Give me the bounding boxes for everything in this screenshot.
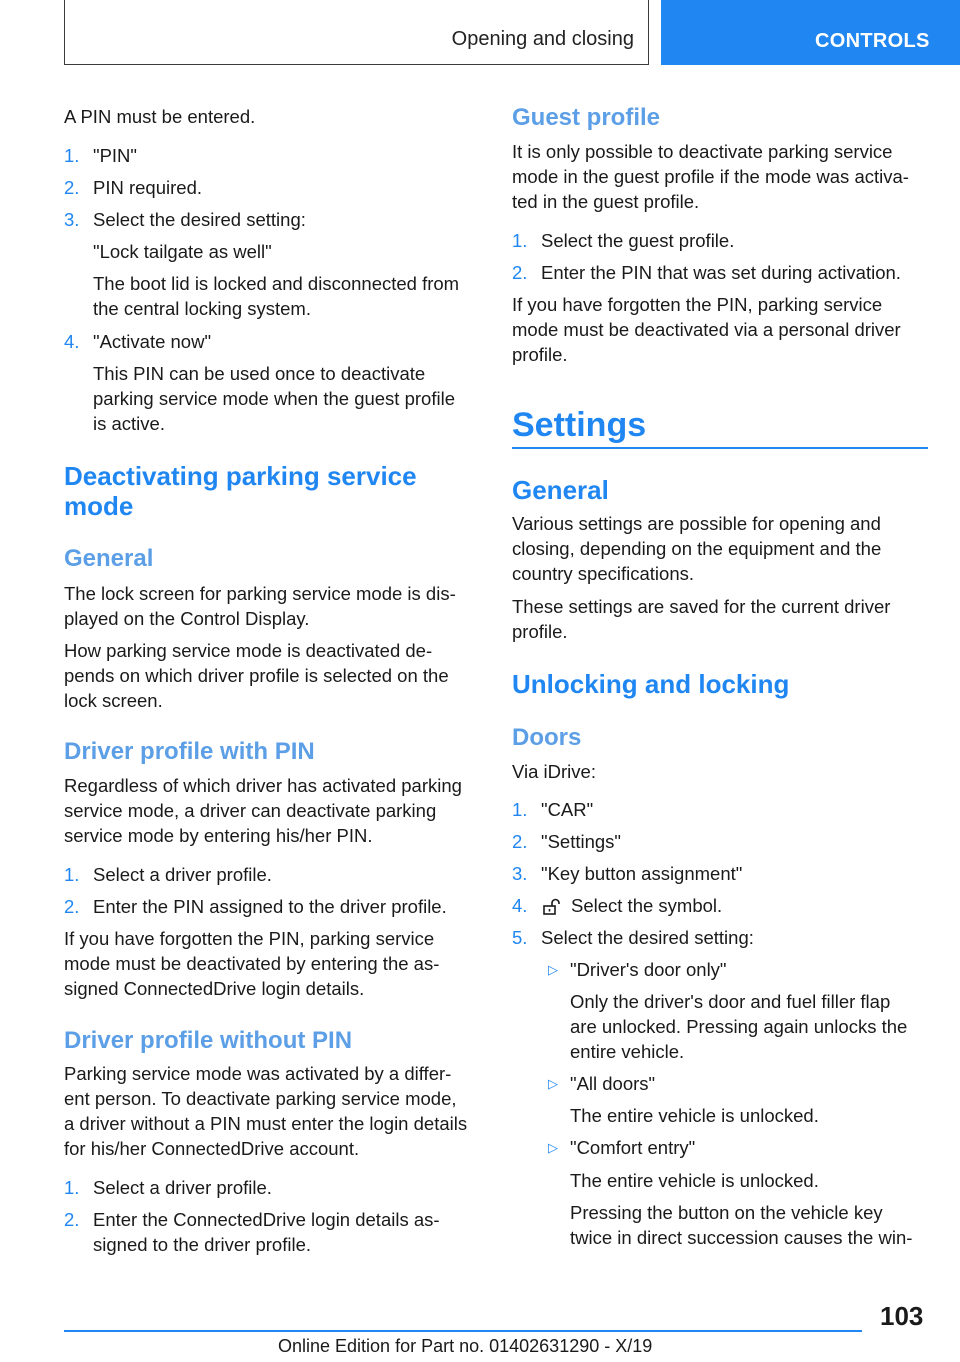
heading-general: General	[512, 475, 609, 505]
list-subtext: the central locking system.	[93, 298, 311, 319]
list-number: 2.	[64, 1209, 80, 1230]
paragraph: The lock screen for parking service mode is dis-	[64, 583, 456, 604]
list-number: 1.	[512, 230, 528, 251]
paragraph: a driver without a PIN must enter the login details	[64, 1113, 468, 1134]
bullet-triangle-icon: ▷	[548, 1076, 558, 1091]
bullet-subtext: Pressing the button on the vehicle key	[570, 1202, 883, 1223]
list-number: 3.	[512, 863, 528, 884]
list-item: Select the symbol.	[571, 895, 723, 916]
paragraph: Parking service mode was activated by a differ-	[64, 1063, 452, 1084]
paragraph: A PIN must be entered.	[64, 106, 256, 127]
list-item: "Settings"	[541, 831, 621, 852]
paragraph: service mode by entering his/her PIN.	[64, 825, 373, 846]
list-item: "Key button assignment"	[541, 863, 743, 884]
bullet-subtext: The entire vehicle is unlocked.	[570, 1105, 819, 1126]
heading-driver-with-pin: Driver profile with PIN	[64, 738, 315, 765]
paragraph: closing, depending on the equipment and the	[512, 538, 882, 559]
list-subtext: parking service mode when the guest profile	[93, 388, 455, 409]
list-item: Select a driver profile.	[93, 1177, 272, 1198]
paragraph: profile.	[512, 621, 568, 642]
header-chapter-box	[661, 0, 960, 65]
paragraph: ted in the guest profile.	[512, 191, 700, 212]
list-subtext: This PIN can be used once to deactivate	[93, 363, 426, 384]
list-item: Select the desired setting:	[541, 927, 754, 948]
page-number: 103	[880, 1301, 924, 1331]
list-number: 4.	[512, 895, 528, 916]
list-number: 2.	[64, 896, 80, 917]
list-item: Select the desired setting:	[93, 209, 306, 230]
list-item: "Activate now"	[93, 331, 212, 352]
list-subtext: The boot lid is locked and disconnected from	[93, 273, 460, 294]
list-subtext: signed to the driver profile.	[93, 1234, 312, 1255]
list-number: 3.	[64, 209, 80, 230]
list-item: Select the guest profile.	[541, 230, 735, 251]
list-number: 4.	[64, 331, 80, 352]
heading-settings: Settings	[512, 406, 647, 444]
list-subtext: "Lock tailgate as well"	[93, 241, 272, 262]
heading-general: General	[64, 545, 154, 572]
paragraph: signed ConnectedDrive login details.	[64, 978, 365, 999]
list-item-symbol-row	[512, 893, 930, 918]
paragraph: Via iDrive:	[512, 761, 596, 782]
paragraph: Various settings are possible for opening and	[512, 513, 881, 534]
bullet-item: "All doors"	[570, 1073, 656, 1094]
bullet-subtext: are unlocked. Pressing again unlocks the	[570, 1016, 908, 1037]
paragraph: ent person. To deactivate parking service mode,	[64, 1088, 457, 1109]
paragraph: mode must be deactivated by entering the as-	[64, 953, 440, 974]
paragraph: mode in the guest profile if the mode was activa-	[512, 166, 909, 187]
bullet-subtext: twice in direct succession causes the win-	[570, 1227, 913, 1248]
paragraph: If you have forgotten the PIN, parking service	[512, 294, 883, 315]
paragraph: How parking service mode is deactivated de-	[64, 640, 433, 661]
list-item: Select a driver profile.	[93, 864, 272, 885]
list-subtext: is active.	[93, 413, 165, 434]
heading-doors: Doors	[512, 724, 582, 751]
bullet-triangle-icon: ▷	[548, 1140, 558, 1155]
paragraph: service mode, a driver can deactivate parking	[64, 800, 437, 821]
bullet-subtext: The entire vehicle is unlocked.	[570, 1170, 819, 1191]
list-number: 2.	[512, 831, 528, 852]
paragraph: for his/her ConnectedDrive account.	[64, 1138, 360, 1159]
list-item: Enter the ConnectedDrive login details as-	[93, 1209, 440, 1230]
paragraph: profile.	[512, 344, 568, 365]
heading-deactivating-cont: mode	[64, 491, 134, 521]
list-number: 1.	[64, 864, 80, 885]
paragraph: played on the Control Display.	[64, 608, 310, 629]
paragraph: country specifications.	[512, 563, 695, 584]
list-number: 1.	[64, 1177, 80, 1198]
header-section-box	[64, 0, 649, 65]
paragraph: It is only possible to deactivate parking service	[512, 141, 893, 162]
list-number: 1.	[64, 145, 80, 166]
paragraph: If you have forgotten the PIN, parking service	[64, 928, 435, 949]
bullet-triangle-icon: ▷	[548, 962, 558, 977]
paragraph: Regardless of which driver has activated parking	[64, 775, 462, 796]
list-number: 5.	[512, 927, 528, 948]
heading-deactivating: Deactivating parking service	[64, 461, 417, 491]
paragraph: pends on which driver profile is selected on the	[64, 665, 449, 686]
bullet-subtext: Only the driver's door and fuel filler flap	[570, 991, 891, 1012]
list-item: Enter the PIN that was set during activation.	[541, 262, 901, 283]
heading-guest-profile: Guest profile	[512, 104, 661, 131]
list-item: Enter the PIN assigned to the driver profile.	[93, 896, 447, 917]
paragraph: These settings are saved for the current driver	[512, 596, 891, 617]
paragraph: mode must be deactivated via a personal driver	[512, 319, 901, 340]
list-item: "PIN"	[93, 145, 137, 166]
heading-unlocking-locking: Unlocking and locking	[512, 669, 790, 699]
heading-driver-without-pin: Driver profile without PIN	[64, 1027, 353, 1054]
bullet-subtext: entire vehicle.	[570, 1041, 685, 1062]
header-chapter-title: CONTROLS	[815, 30, 930, 52]
paragraph: lock screen.	[64, 690, 163, 711]
settings-divider	[512, 447, 928, 449]
footer-divider	[64, 1330, 862, 1332]
unlock-icon	[541, 898, 563, 916]
bullet-item: "Comfort entry"	[570, 1137, 696, 1158]
list-item: "CAR"	[541, 799, 594, 820]
bullet-item: "Driver's door only"	[570, 959, 727, 980]
list-item: PIN required.	[93, 177, 202, 198]
list-number: 1.	[512, 799, 528, 820]
header-section-title: Opening and closing	[451, 28, 634, 50]
footer-edition: Online Edition for Part no. 01402631290 - X/19	[278, 1336, 653, 1356]
list-number: 2.	[64, 177, 80, 198]
list-number: 2.	[512, 262, 528, 283]
